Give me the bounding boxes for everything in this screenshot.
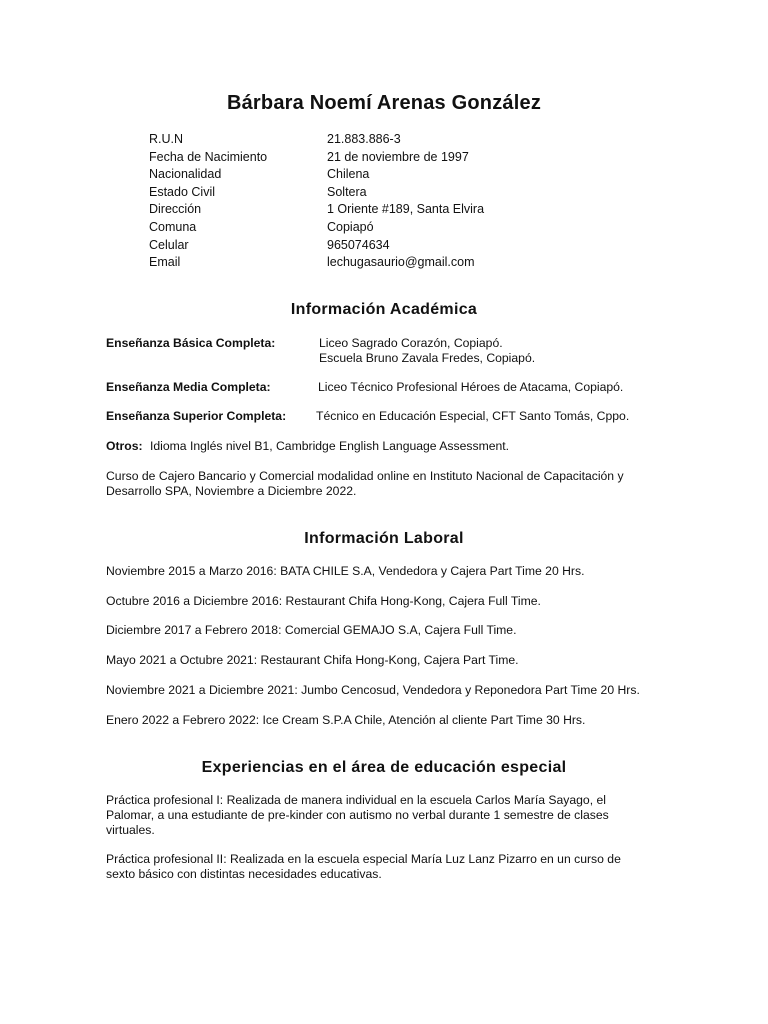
cv-name-title: Bárbara Noemí Arenas González — [226, 92, 542, 114]
labor-item: Mayo 2021 a Octubre 2021: Restaurant Chifa Hong-Kong, Cajera Part Time. — [106, 653, 519, 667]
personal-row-address — [149, 201, 484, 219]
special-ed-heading: Experiencias en el área de educación especial — [201, 759, 567, 776]
personal-label: Nacionalidad — [149, 167, 222, 182]
superior-value: Técnico en Educación Especial, CFT Santo Tomás, Cppo. — [316, 409, 630, 423]
personal-label: Fecha de Nacimiento — [149, 149, 268, 164]
personal-info-list — [149, 131, 484, 272]
personal-row-civil-status — [149, 184, 484, 202]
superior-label: Enseñanza Superior Completa: — [106, 409, 287, 423]
basica-value: Liceo Sagrado Corazón, Copiapó. — [319, 336, 503, 350]
email-value: lechugasaurio@gmail.com — [327, 255, 475, 270]
practica-1-paragraph: Práctica profesional I: Realizada de manera individual en la escuela Carlos María Sayago, el Palomar, a una estudiante de pre-kinder con autismo no verbal durante 1 semestre de clases virtuales. — [106, 793, 609, 837]
personal-row-birthdate — [149, 149, 484, 167]
personal-row-email — [149, 254, 484, 272]
personal-label: Email — [149, 255, 181, 270]
personal-label: Comuna — [149, 219, 197, 234]
personal-value: 21.883.886-3 — [327, 132, 401, 146]
otros-value: Idioma Inglés nivel B1, Cambridge English Language Assessment. — [150, 439, 510, 453]
personal-label: R.U.N — [149, 132, 184, 146]
personal-row-run — [149, 131, 484, 149]
media-value: Liceo Técnico Profesional Héroes de Atacama, Copiapó. — [318, 380, 624, 394]
labor-item: Noviembre 2015 a Marzo 2016: BATA CHILE S.A, Vendedora y Cajera Part Time 20 Hrs. — [106, 564, 585, 578]
personal-value: 21 de noviembre de 1997 — [327, 149, 469, 164]
personal-label: Dirección — [149, 202, 202, 217]
curso-paragraph: Curso de Cajero Bancario y Comercial modalidad online en Instituto Nacional de Capacitación y Desarrollo SPA, Noviembre a Diciembre 2022. — [106, 469, 624, 498]
basica-label: Enseñanza Básica Completa: — [106, 336, 276, 350]
personal-row-comuna — [149, 219, 484, 237]
labor-item: Octubre 2016 a Diciembre 2016: Restaurant Chifa Hong-Kong, Cajera Full Time. — [106, 594, 541, 608]
personal-label: Estado Civil — [149, 184, 215, 199]
personal-value: Chilena — [327, 167, 370, 182]
academic-heading: Información Académica — [290, 301, 478, 318]
personal-value: 1 Oriente #189, Santa Elvira — [327, 202, 485, 217]
personal-value: Copiapó — [327, 219, 374, 234]
personal-label: Celular — [149, 237, 189, 252]
labor-item: Diciembre 2017 a Febrero 2018: Comercial GEMAJO S.A, Cajera Full Time. — [106, 623, 517, 637]
labor-heading: Información Laboral — [304, 530, 464, 547]
personal-value: Soltera — [327, 184, 367, 199]
practica-2-paragraph: Práctica profesional II: Realizada en la escuela especial María Luz Lanz Pizarro en un curso de sexto básico con distintas necesidades educativas. — [106, 852, 621, 881]
otros-label: Otros: — [106, 439, 143, 453]
personal-row-phone — [149, 237, 484, 255]
labor-item: Noviembre 2021 a Diciembre 2021: Jumbo Cencosud, Vendedora y Reponedora Part Time 20 Hrs. — [106, 683, 640, 697]
media-label: Enseñanza Media Completa: — [106, 380, 271, 394]
personal-value: 965074634 — [327, 237, 390, 252]
basica-value: Escuela Bruno Zavala Fredes, Copiapó. — [319, 351, 536, 365]
labor-item: Enero 2022 a Febrero 2022: Ice Cream S.P.A Chile, Atención al cliente Part Time 30 Hrs. — [106, 713, 586, 727]
personal-row-nationality — [149, 166, 484, 184]
